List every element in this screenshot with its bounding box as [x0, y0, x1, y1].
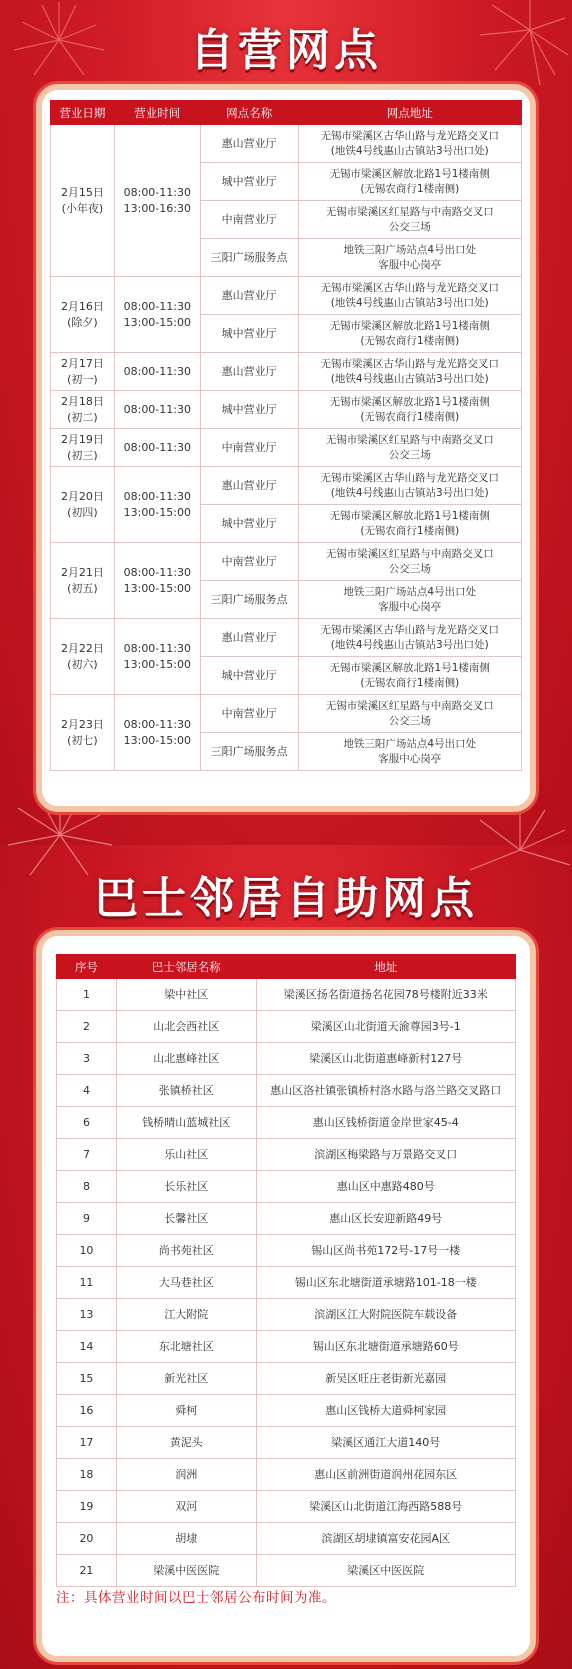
header-bus-address: 地址 — [256, 955, 515, 979]
row-number: 21 — [57, 1555, 117, 1587]
table-row — [57, 1331, 516, 1363]
outlet-name: 城中营业厅 — [200, 505, 298, 543]
table-row — [51, 467, 522, 505]
outlet-name: 惠山营业厅 — [200, 353, 298, 391]
outlet-name: 中南营业厅 — [200, 429, 298, 467]
table-row — [57, 1011, 516, 1043]
row-number: 7 — [57, 1139, 117, 1171]
outlet-address — [298, 657, 521, 695]
community-address: 锡山区东北塘街道承塘路60号 — [256, 1331, 515, 1363]
community-address: 滨湖区梅梁路与万景路交叉口 — [256, 1139, 515, 1171]
address-line2: (无锡农商行1楼南侧) — [360, 410, 460, 423]
table-row — [51, 353, 522, 391]
address-line1: 无锡市梁溪区红星路与中南路交叉口 — [325, 547, 494, 560]
table-row — [51, 277, 522, 315]
address-line2: 公交三场 — [388, 714, 431, 727]
community-address: 惠山区长安迎新路49号 — [256, 1203, 515, 1235]
table-row — [57, 1363, 516, 1395]
outlet-address — [298, 581, 521, 619]
time-cell — [114, 467, 200, 543]
header-bus-name: 巴士邻居名称 — [116, 955, 256, 979]
section1-title: 自营网点 — [190, 25, 382, 76]
address-line2: 公交三场 — [388, 220, 431, 233]
community-address: 锡山区东北塘街道承塘路101-18一楼 — [256, 1267, 515, 1299]
table-row — [57, 1235, 516, 1267]
time-morning: 08:00-11:30 — [123, 717, 191, 731]
community-address: 滨湖区胡埭镇富安花园A区 — [256, 1523, 515, 1555]
bus-neighbor-table — [56, 954, 516, 1587]
community-address: 滨湖区江大附院医院车载设备 — [256, 1299, 515, 1331]
outlet-address — [298, 467, 521, 505]
address-line1: 无锡市梁溪区解放北路1号1楼南侧 — [329, 395, 490, 408]
outlet-name: 中南营业厅 — [200, 695, 298, 733]
outlet-address — [298, 695, 521, 733]
address-line1: 无锡市梁溪区古华山路与龙光路交叉口 — [320, 623, 499, 636]
time-morning: 08:00-11:30 — [123, 565, 191, 579]
table-row — [57, 979, 516, 1011]
time-cell — [114, 353, 200, 391]
row-number: 17 — [57, 1427, 117, 1459]
outlet-address — [298, 163, 521, 201]
outlet-address — [298, 315, 521, 353]
time-cell — [114, 695, 200, 771]
bus-neighbor-card — [36, 930, 536, 1662]
address-line1: 无锡市梁溪区红星路与中南路交叉口 — [325, 433, 494, 446]
outlet-address — [298, 353, 521, 391]
time-morning: 08:00-11:30 — [123, 440, 191, 454]
community-name: 江大附院 — [116, 1299, 256, 1331]
time-morning: 08:00-11:30 — [123, 299, 191, 313]
outlet-name: 三阳广场服务点 — [200, 581, 298, 619]
address-line1: 无锡市梁溪区红星路与中南路交叉口 — [325, 699, 494, 712]
time-afternoon: 13:00-15:00 — [123, 505, 191, 519]
header-name: 网点名称 — [200, 101, 298, 125]
outlet-address — [298, 277, 521, 315]
address-line1: 无锡市梁溪区解放北路1号1楼南侧 — [329, 319, 490, 332]
community-address: 惠山区钱桥大道舜柯家园 — [256, 1395, 515, 1427]
time-cell — [114, 277, 200, 353]
row-number: 19 — [57, 1491, 117, 1523]
row-number: 13 — [57, 1299, 117, 1331]
outlet-name: 惠山营业厅 — [200, 125, 298, 163]
table-row — [57, 1267, 516, 1299]
table-row — [57, 1043, 516, 1075]
community-address: 惠山区前洲街道润州花园东区 — [256, 1459, 515, 1491]
date-note: (初七) — [67, 733, 98, 747]
table-row — [57, 1459, 516, 1491]
table-row — [57, 1395, 516, 1427]
address-line1: 地铁三阳广场站点4号出口处 — [343, 737, 477, 750]
date-cell — [51, 467, 115, 543]
outlet-name: 惠山营业厅 — [200, 619, 298, 657]
community-name: 山北会西社区 — [116, 1011, 256, 1043]
outlet-name: 惠山营业厅 — [200, 467, 298, 505]
community-name: 钱桥晴山蓝城社区 — [116, 1107, 256, 1139]
date-text: 2月18日 — [60, 394, 104, 408]
outlet-address — [298, 733, 521, 771]
address-line1: 无锡市梁溪区古华山路与龙光路交叉口 — [320, 471, 499, 484]
community-name: 润洲 — [116, 1459, 256, 1491]
header-time: 营业时间 — [114, 101, 200, 125]
address-line2: (地铁4号线惠山古镇站3号出口处) — [330, 372, 489, 385]
date-text: 2月15日 — [60, 185, 104, 199]
time-morning: 08:00-11:30 — [123, 364, 191, 378]
date-text: 2月22日 — [60, 641, 104, 655]
community-name: 张镇桥社区 — [116, 1075, 256, 1107]
row-number: 1 — [57, 979, 117, 1011]
date-note: (初二) — [67, 410, 98, 424]
community-name: 胡埭 — [116, 1523, 256, 1555]
date-cell — [51, 543, 115, 619]
outlet-address — [298, 201, 521, 239]
table-row — [57, 1075, 516, 1107]
date-text: 2月19日 — [60, 432, 104, 446]
time-afternoon: 13:00-15:00 — [123, 733, 191, 747]
date-note: (初六) — [67, 657, 98, 671]
outlet-name: 城中营业厅 — [200, 315, 298, 353]
date-cell — [51, 429, 115, 467]
address-line2: (地铁4号线惠山古镇站3号出口处) — [330, 296, 489, 309]
row-number: 20 — [57, 1523, 117, 1555]
row-number: 4 — [57, 1075, 117, 1107]
row-number: 6 — [57, 1107, 117, 1139]
address-line1: 无锡市梁溪区古华山路与龙光路交叉口 — [320, 129, 499, 142]
date-note: (除夕) — [67, 315, 98, 329]
table-row — [57, 1171, 516, 1203]
outlet-name: 中南营业厅 — [200, 543, 298, 581]
address-line2: 客服中心岗亭 — [378, 752, 442, 765]
outlet-address — [298, 543, 521, 581]
community-address: 惠山区洛社镇张镇桥村洛水路与洛兰路交叉路口 — [256, 1075, 515, 1107]
row-number: 2 — [57, 1011, 117, 1043]
time-cell — [114, 429, 200, 467]
table-row — [51, 429, 522, 467]
row-number: 10 — [57, 1235, 117, 1267]
outlet-name: 三阳广场服务点 — [200, 733, 298, 771]
outlet-name: 中南营业厅 — [200, 201, 298, 239]
date-note: (初四) — [67, 505, 98, 519]
address-line1: 无锡市梁溪区解放北路1号1楼南侧 — [329, 167, 490, 180]
table-row — [51, 619, 522, 657]
date-note: (小年夜) — [61, 201, 104, 215]
address-line2: (地铁4号线惠山古镇站3号出口处) — [330, 144, 489, 157]
date-cell — [51, 695, 115, 771]
address-line2: (无锡农商行1楼南侧) — [360, 524, 460, 537]
table-row — [57, 1139, 516, 1171]
outlet-address — [298, 429, 521, 467]
table-row — [57, 1427, 516, 1459]
table-row — [51, 391, 522, 429]
address-line2: 客服中心岗亭 — [378, 258, 442, 271]
community-address: 惠山区中惠路480号 — [256, 1171, 515, 1203]
community-address: 梁溪区山北街道江海西路588号 — [256, 1491, 515, 1523]
address-line1: 地铁三阳广场站点4号出口处 — [343, 585, 477, 598]
community-address: 梁溪区中医医院 — [256, 1555, 515, 1587]
community-name: 梁溪中医医院 — [116, 1555, 256, 1587]
row-number: 9 — [57, 1203, 117, 1235]
header-address: 网点地址 — [298, 101, 521, 125]
time-morning: 08:00-11:30 — [123, 489, 191, 503]
address-line2: (无锡农商行1楼南侧) — [360, 676, 460, 689]
date-note: (初三) — [67, 448, 98, 462]
community-name: 大马巷社区 — [116, 1267, 256, 1299]
address-line2: 公交三场 — [388, 562, 431, 575]
community-name: 新光社区 — [116, 1363, 256, 1395]
table-row — [57, 1299, 516, 1331]
row-number: 14 — [57, 1331, 117, 1363]
date-cell — [51, 125, 115, 277]
header-date: 营业日期 — [51, 101, 115, 125]
table-row — [57, 1555, 516, 1587]
outlet-name: 惠山营业厅 — [200, 277, 298, 315]
date-note: (初五) — [67, 581, 98, 595]
table-row — [57, 1523, 516, 1555]
row-number: 11 — [57, 1267, 117, 1299]
table-row — [57, 1491, 516, 1523]
outlet-address — [298, 239, 521, 277]
community-address: 梁溪区扬名街道扬名花园78号楼附近33米 — [256, 979, 515, 1011]
community-name: 长乐社区 — [116, 1171, 256, 1203]
row-number: 8 — [57, 1171, 117, 1203]
date-text: 2月20日 — [60, 489, 104, 503]
date-note: (初一) — [67, 372, 98, 386]
address-line1: 无锡市梁溪区解放北路1号1楼南侧 — [329, 509, 490, 522]
community-address: 梁溪区山北街道天渝尊园3号-1 — [256, 1011, 515, 1043]
time-morning: 08:00-11:30 — [123, 185, 191, 199]
address-line1: 地铁三阳广场站点4号出口处 — [343, 243, 477, 256]
outlet-address — [298, 125, 521, 163]
community-name: 乐山社区 — [116, 1139, 256, 1171]
outlet-name: 城中营业厅 — [200, 391, 298, 429]
community-address: 梁溪区山北街道惠峰新村127号 — [256, 1043, 515, 1075]
table-row — [57, 1203, 516, 1235]
community-address: 惠山区钱桥街道金岸世家45-4 — [256, 1107, 515, 1139]
address-line2: (地铁4号线惠山古镇站3号出口处) — [330, 486, 489, 499]
outlet-address — [298, 505, 521, 543]
date-cell — [51, 391, 115, 429]
community-name: 长馨社区 — [116, 1203, 256, 1235]
outlet-name: 城中营业厅 — [200, 163, 298, 201]
table-row — [57, 1107, 516, 1139]
time-morning: 08:00-11:30 — [123, 402, 191, 416]
community-name: 双河 — [116, 1491, 256, 1523]
time-afternoon: 13:00-16:30 — [123, 201, 191, 215]
date-text: 2月23日 — [60, 717, 104, 731]
address-line1: 无锡市梁溪区古华山路与龙光路交叉口 — [320, 357, 499, 370]
row-number: 3 — [57, 1043, 117, 1075]
footnote: 注：具体营业时间以巴士邻居公布时间为准。 — [56, 1590, 336, 1606]
self-operated-table — [50, 100, 522, 771]
section2-title: 巴士邻居自助网点 — [94, 873, 478, 924]
time-afternoon: 13:00-15:00 — [123, 657, 191, 671]
date-text: 2月17日 — [60, 356, 104, 370]
community-name: 梁中社区 — [116, 979, 256, 1011]
community-address: 锡山区尚书苑172号-17号一楼 — [256, 1235, 515, 1267]
time-morning: 08:00-11:30 — [123, 641, 191, 655]
date-cell — [51, 353, 115, 391]
community-name: 黄泥头 — [116, 1427, 256, 1459]
address-line1: 无锡市梁溪区红星路与中南路交叉口 — [325, 205, 494, 218]
date-text: 2月21日 — [60, 565, 104, 579]
time-cell — [114, 619, 200, 695]
row-number: 16 — [57, 1395, 117, 1427]
table-row — [51, 695, 522, 733]
address-line2: (地铁4号线惠山古镇站3号出口处) — [330, 638, 489, 651]
outlet-address — [298, 619, 521, 657]
self-operated-card — [36, 84, 536, 812]
time-cell — [114, 125, 200, 277]
outlet-address — [298, 391, 521, 429]
address-line2: (无锡农商行1楼南侧) — [360, 182, 460, 195]
table-row — [51, 125, 522, 163]
time-cell — [114, 543, 200, 619]
address-line2: (无锡农商行1楼南侧) — [360, 334, 460, 347]
community-address: 梁溪区通江大道140号 — [256, 1427, 515, 1459]
address-line1: 无锡市梁溪区古华山路与龙光路交叉口 — [320, 281, 499, 294]
row-number: 15 — [57, 1363, 117, 1395]
address-line2: 客服中心岗亭 — [378, 600, 442, 613]
community-name: 山北惠峰社区 — [116, 1043, 256, 1075]
time-cell — [114, 391, 200, 429]
table-row — [51, 543, 522, 581]
outlet-name: 城中营业厅 — [200, 657, 298, 695]
time-afternoon: 13:00-15:00 — [123, 315, 191, 329]
time-afternoon: 13:00-15:00 — [123, 581, 191, 595]
address-line1: 无锡市梁溪区解放北路1号1楼南侧 — [329, 661, 490, 674]
date-cell — [51, 277, 115, 353]
date-cell — [51, 619, 115, 695]
community-name: 东北塘社区 — [116, 1331, 256, 1363]
header-no: 序号 — [57, 955, 117, 979]
row-number: 18 — [57, 1459, 117, 1491]
address-line2: 公交三场 — [388, 448, 431, 461]
outlet-name: 三阳广场服务点 — [200, 239, 298, 277]
community-name: 尚书苑社区 — [116, 1235, 256, 1267]
date-text: 2月16日 — [60, 299, 104, 313]
community-name: 舜柯 — [116, 1395, 256, 1427]
community-address: 新吴区旺庄老街新光嘉园 — [256, 1363, 515, 1395]
